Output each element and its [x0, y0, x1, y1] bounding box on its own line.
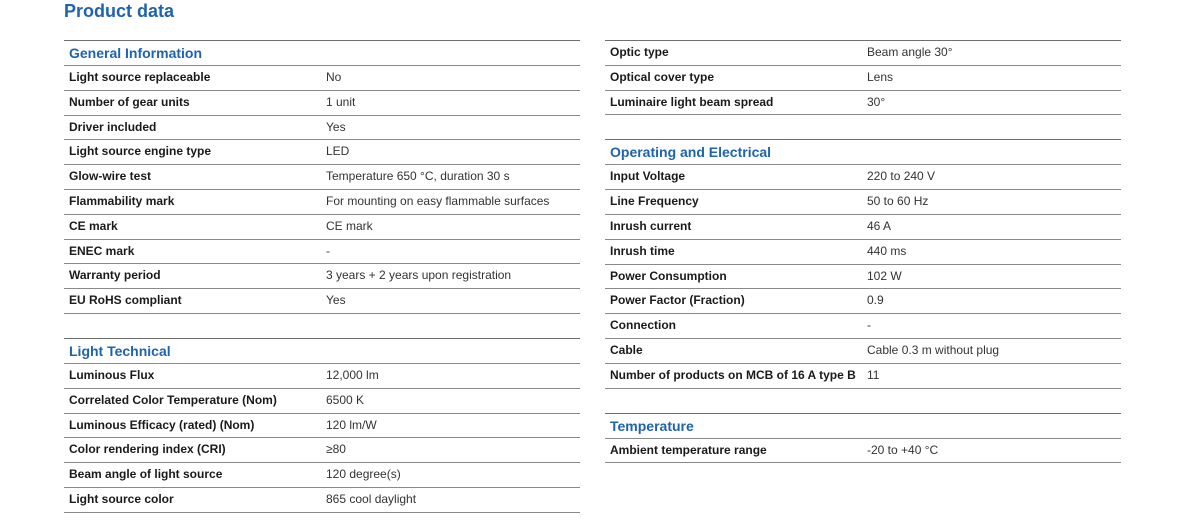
property-value: 46 A [867, 218, 892, 233]
property-value: 102 W [867, 268, 902, 283]
rows [605, 165, 1121, 388]
property-label: Light source replaceable [69, 70, 211, 84]
property-label: Color rendering index (CRI) [69, 442, 226, 457]
table-row [64, 116, 580, 141]
section-temperature [605, 413, 1121, 464]
property-value: For mounting on easy flammable surfaces [326, 193, 550, 208]
property-label: CE mark [69, 218, 118, 233]
property-value: 0.9 [867, 293, 884, 308]
property-value: 12,000 lm [326, 367, 379, 382]
property-value: ≥80 [326, 442, 346, 457]
table-row [64, 215, 580, 240]
property-value: 30° [867, 94, 886, 109]
property-label: Number of products on MCB of 16 A type B [610, 367, 856, 382]
property-label: Correlated Color Temperature (Nom) [69, 392, 277, 407]
property-label: Luminous Flux [69, 367, 155, 382]
property-value: Yes [326, 119, 346, 134]
section-heading: General Information [64, 41, 580, 66]
property-value: 11 [867, 367, 880, 382]
table-row [605, 165, 1121, 190]
table-row [64, 389, 580, 414]
property-label: Input Voltage [610, 169, 686, 184]
table-row [605, 439, 1121, 464]
section-light-technical [64, 338, 580, 513]
table-row [64, 414, 580, 439]
page-title: Product data [64, 1, 175, 21]
property-value: Lens [867, 69, 894, 84]
table-row [64, 488, 580, 513]
right-column [605, 40, 1121, 463]
table-row [64, 463, 580, 488]
property-value: No [326, 70, 342, 84]
property-label: Optic type [610, 45, 669, 59]
table-row [64, 438, 580, 463]
left-column [64, 40, 580, 513]
property-label: Number of gear units [69, 94, 190, 109]
property-value: 120 degree(s) [326, 467, 401, 482]
section-heading: Temperature [605, 414, 1121, 439]
property-value: - [326, 243, 330, 258]
table-row [64, 140, 580, 165]
table-row [64, 91, 580, 116]
property-value: 50 to 60 Hz [867, 194, 929, 209]
rows [605, 41, 1121, 115]
table-row [605, 66, 1121, 91]
section-heading: Operating and Electrical [605, 140, 1121, 165]
rows [605, 439, 1121, 464]
property-label: Line Frequency [610, 194, 699, 209]
property-label: Driver included [69, 119, 157, 134]
table-row [64, 190, 580, 215]
property-label: Glow-wire test [69, 169, 152, 184]
property-value: CE mark [326, 218, 373, 233]
rows [64, 364, 580, 513]
table-row [605, 314, 1121, 339]
property-value: Temperature 650 °C, duration 30 s [326, 169, 510, 184]
property-label: Beam angle of light source [69, 467, 223, 482]
property-label: Cable [610, 342, 643, 357]
table-row [605, 240, 1121, 265]
property-label: Luminaire light beam spread [610, 94, 774, 109]
section-operating-electrical [605, 139, 1121, 388]
table-row [64, 240, 580, 265]
property-label: Inrush time [610, 243, 675, 258]
section-optics [605, 40, 1121, 115]
property-value: 1 unit [326, 94, 356, 109]
table-row [64, 264, 580, 289]
property-label: Flammability mark [69, 193, 175, 208]
property-label: Connection [610, 318, 676, 333]
property-label: Power Factor (Fraction) [610, 293, 745, 308]
section-heading: Light Technical [64, 339, 580, 364]
table-row [605, 364, 1121, 389]
property-value: 865 cool daylight [326, 491, 417, 506]
property-label: Luminous Efficacy (rated) (Nom) [69, 417, 255, 432]
property-value: Beam angle 30° [867, 45, 953, 59]
property-label: Inrush current [610, 218, 692, 233]
property-label: Light source engine type [69, 144, 212, 159]
property-label: ENEC mark [69, 243, 135, 258]
property-value: - [867, 318, 871, 333]
property-label: EU RoHS compliant [69, 293, 182, 308]
property-value: 6500 K [326, 392, 365, 407]
property-label: Light source color [69, 491, 174, 506]
property-value: 120 lm/W [326, 417, 377, 432]
table-row [605, 339, 1121, 364]
table-row [64, 66, 580, 91]
property-value: Cable 0.3 m without plug [867, 342, 1000, 357]
section-general-information [64, 40, 580, 314]
property-label: Warranty period [69, 268, 161, 283]
property-label: Ambient temperature range [610, 442, 767, 457]
property-value: 3 years + 2 years upon registration [326, 268, 512, 283]
property-label: Power Consumption [610, 268, 727, 283]
table-row [605, 215, 1121, 240]
table-row [64, 165, 580, 190]
table-row [605, 41, 1121, 66]
property-value: 220 to 240 V [867, 169, 936, 184]
table-row [605, 91, 1121, 116]
table-row [64, 289, 580, 314]
rows [64, 66, 580, 314]
table-row [605, 190, 1121, 215]
property-value: -20 to +40 °C [867, 442, 939, 457]
table-row [64, 364, 580, 389]
property-label: Optical cover type [610, 69, 715, 84]
table-row [605, 289, 1121, 314]
property-value: LED [326, 144, 350, 159]
property-value: Yes [326, 293, 346, 308]
table-row [605, 265, 1121, 290]
property-value: 440 ms [867, 243, 907, 258]
